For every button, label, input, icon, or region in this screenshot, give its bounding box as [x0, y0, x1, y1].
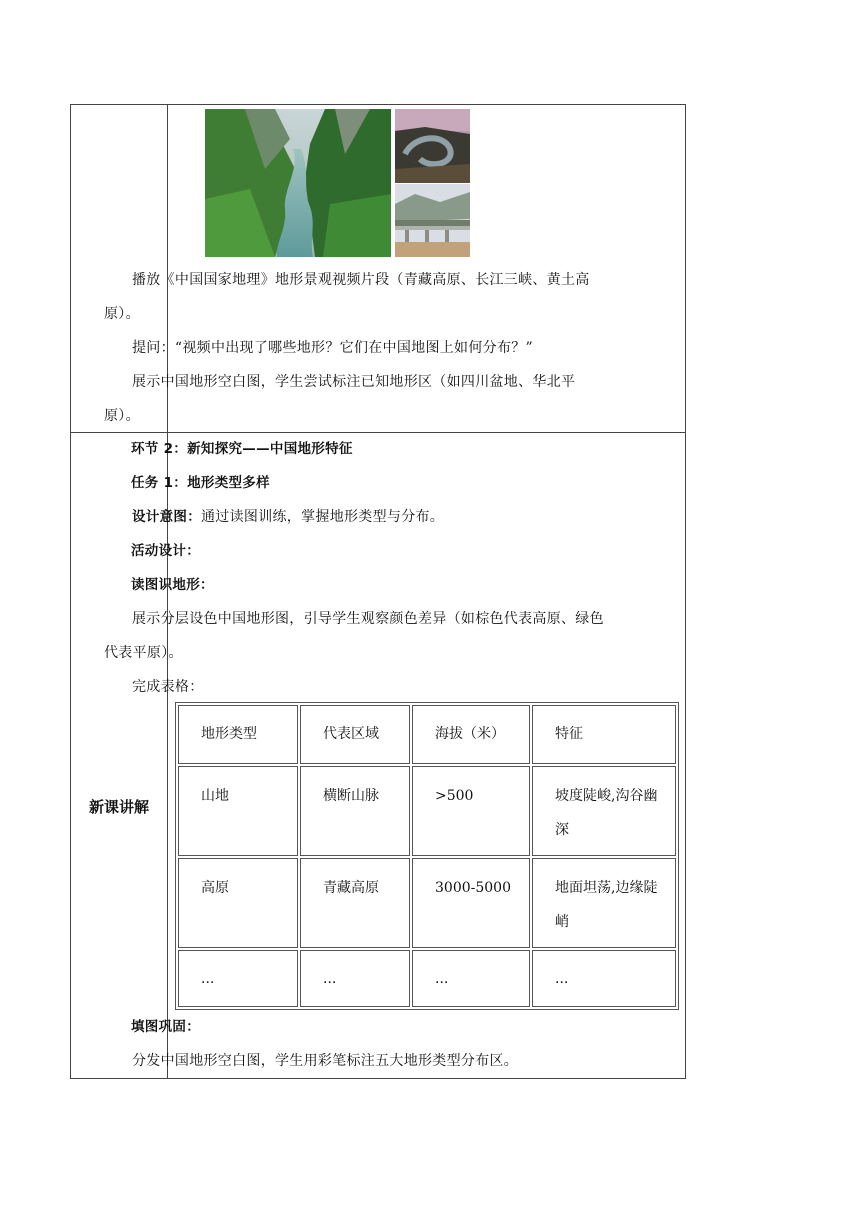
- table-header-cell: 特征: [532, 705, 676, 764]
- step-title: 环节 2：新知探究——中国地形特征: [131, 441, 353, 457]
- terrain-table: [175, 702, 679, 1010]
- table-cell: 地面坦荡,边缘陡峭: [532, 858, 676, 948]
- table-cell: 山地: [178, 766, 298, 856]
- table-cell: 横断山脉: [300, 766, 410, 856]
- table-cell: 高原: [178, 858, 298, 948]
- river-bend-photo: [395, 109, 470, 183]
- table-cell: 3000-5000: [412, 858, 530, 948]
- blank-map-text: 展示中国地形空白图，学生尝试标注已知地形区（如四川盆地、华北平原）。: [104, 374, 576, 424]
- table-cell: ...: [412, 950, 530, 1007]
- gorge-valley-photo: [205, 109, 391, 257]
- table-cell: ...: [300, 950, 410, 1007]
- table-cell: 青藏高原: [300, 858, 410, 948]
- section-label: 新课讲解: [88, 798, 149, 816]
- fill-map-text: 分发中国地形空白图，学生用彩笔标注五大地形类型分布区。: [132, 1053, 519, 1069]
- bridge-town-photo: [395, 184, 470, 257]
- table-header-cell: 地形类型: [178, 705, 298, 764]
- table-cell: >500: [412, 766, 530, 856]
- read-map-text: 展示分层设色中国地形图，引导学生观察颜色差异（如棕色代表高原、绿色代表平原）。: [104, 611, 604, 661]
- question-text: 提问：“视频中出现了哪些地形？它们在中国地图上如何分布？”: [132, 340, 534, 356]
- design-intent: [104, 500, 610, 534]
- read-map-label: 读图识地形：: [131, 577, 214, 593]
- task-title: 任务 1：地形类型多样: [131, 475, 270, 491]
- fill-map-label: 填图巩固：: [131, 1019, 200, 1035]
- table-header-cell: 代表区域: [300, 705, 410, 764]
- complete-table-text: 完成表格：: [132, 679, 204, 695]
- table-cell: ...: [532, 950, 676, 1007]
- table-header-cell: 海拔（米）: [412, 705, 530, 764]
- video-intro-text: 播放《中国国家地理》地形景观视频片段（青藏高原、长江三峡、黄土高原）。: [104, 272, 590, 322]
- table-cell: 坡度陡峻,沟谷幽深: [532, 766, 676, 856]
- design-intent-label: 设计意图：: [132, 509, 201, 525]
- table-cell: ...: [178, 950, 298, 1007]
- design-intent-text: 通过读图训练，掌握地形类型与分布。: [201, 509, 445, 525]
- activity-label: 活动设计：: [131, 543, 200, 559]
